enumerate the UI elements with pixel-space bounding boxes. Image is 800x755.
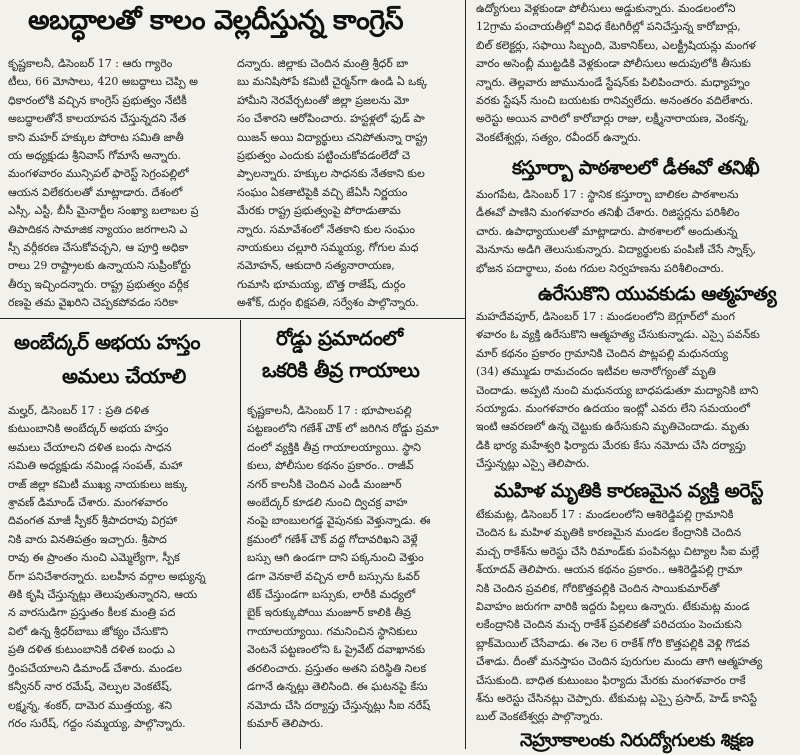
text-line: న్నారు. తెల్లవారు జామునుండే స్టేషన్‌కు పిలిపించారు. మధ్యాహ్నం	[476, 75, 750, 89]
text-line: ప్పాలన్నారు. హక్కుల సాధనకు నేతకాని కుల	[237, 167, 425, 181]
accident-headline-line2: ఒకరికి తీవ్ర గాయాలు	[262, 358, 420, 382]
text-line: చేస్తున్నట్లు ఎస్సై తెలిపారు.	[476, 457, 590, 471]
text-line: ళవారం ఓ వ్యక్తి ఉరేసుకొని ఆత్మహత్య చేసుకున్నాడు. ఎస్సై పవన్‌కు	[476, 328, 760, 342]
text-line: తిపాదికన సామాజిక న్యాయం జరగాలని ఎ	[8, 222, 188, 236]
ambedkar-headline-line1: అంబేద్కర్ అభయ హస్తం	[14, 330, 201, 354]
text-line: మంగపేట, డిసెంబర్ 17 : స్థానిక కస్తూర్బా బాలికల పాఠశాలను	[476, 188, 739, 201]
text-line: మేరకు రాష్ట్ర ప్రభుత్వంపై పోరాడుతామ	[237, 204, 401, 218]
text-line: ప్రభుత్వం ఎందుకు పట్టించుకోవడంలేదో చె	[237, 149, 411, 163]
text-line: శ్‌యాదవ్ తెలిపారు. ఆయన కథనం ప్రకారం.. ఆశిరెడ్డిపల్లి గ్రామా	[476, 563, 743, 577]
text-line: అమలు చేయాలని దళిత బంధు సాధన	[8, 440, 172, 454]
text-line: కుమార్ తెలిపారు.	[247, 716, 324, 730]
column-divider	[240, 320, 241, 749]
text-line: (34) తమ్ముడు రామచందం ఇటీవల అనారోగ్యంతో మృతి	[476, 365, 716, 379]
text-line: చెందిన ఓ మహిళ మృతికి కారణమైన మండల కేంద్రానికి చెందిన	[476, 526, 742, 540]
main-story-col1	[8, 55, 230, 317]
text-line: చేశాడు. దీంతో మనస్తాపం చెందిన పురుగుల మందు తాగి ఆత్మహత్య	[476, 655, 763, 669]
text-line: తికి కృషి చేస్తున్నట్లు తెలుపుతున్నారని, ఆయ	[8, 588, 198, 602]
arrest-story	[476, 506, 794, 728]
ambedkar-story	[8, 402, 234, 742]
text-line: కులు, పోలీసుల కథనం ప్రకారం.. రాజీవ్	[247, 459, 414, 473]
text-line: విలో ఉన్న శ్రీధర్‌బాబు జోక్యం చేసుకొని	[8, 624, 169, 638]
text-line: ర్తింపచేయాలని డిమాండ్ చేశారు. మండల	[8, 661, 182, 675]
text-line: బైక్ ఇరుక్కుపోయి మంజూర్ కాలికి తీవ్ర	[247, 606, 411, 620]
text-line: నమోదు చేసి దర్యాప్తు చేస్తున్నట్లు సీఐ నరేష్	[247, 698, 431, 712]
text-line: టేక్ చేస్తుండగా బస్సుకు, లారీకి మధ్యలో	[247, 588, 416, 602]
text-line: తీర్పు ఇచ్చిందన్నారు. రాష్ట్ర ప్రభుత్వం వర్గీక	[8, 277, 189, 291]
text-line: హామీని నెరవేర్చటంతో జిల్లా ప్రజలను మో	[237, 93, 410, 107]
text-line: సమితి అధ్యక్షుడు నమిండ్ల సంపత్, మహా	[8, 459, 183, 473]
text-line: రాలు 29 రాష్ట్రాలకు ఉన్నాయని సుప్రీంకోర్టు	[8, 259, 191, 273]
text-line: బు మనిషిసోపే కమిటీ చైర్మన్‌గా ఉండి ఏ ఒక్క	[237, 75, 428, 89]
text-line: సంఘం ఏకతాటిపైకి వచ్చి జేఏసీ నిర్ణయం	[237, 185, 408, 199]
text-line: అబద్ధాలతోనే కాలయాపన చేస్తున్నదని నేత	[8, 112, 187, 126]
text-line: వారం అసెంబ్లీ ముట్టడికి వెళ్లకుండా పోలీసులు అదుపులోకి తీసుకు	[476, 57, 751, 71]
section-divider	[0, 318, 465, 319]
text-line: మల్హర్, డిసెంబర్ 17 : ప్రతి దళిత	[8, 404, 150, 417]
text-line: వివాహం జరుగగా వారికి ఇద్దరు పిల్లలు ఉన్నారు. టేకుమట్ల మండ	[476, 600, 750, 614]
text-line: నగర్ కాలనీకి చెందిన ఎండీ మంజూర్	[247, 477, 402, 491]
text-line: దంలో వ్యక్తికి తీవ్ర గాయాలయ్యాయి. స్థాని	[247, 440, 421, 454]
text-line: వరకు స్టేషన్ నుంచి బయటకు రానివ్వలేదు. అనంతరం వదిలేశారు.	[476, 94, 754, 108]
text-line: ఇంటి ఆవరణలో ఉన్న చెట్టుకు ఉరేసుకుని మృతిచెందాడు. మృతు	[476, 420, 750, 434]
text-line: అశోక్, దుర్గం భిక్షపతి, సర్వేశం పాల్గొన్నారు.	[237, 296, 419, 310]
bottom-headline: నెహ్రూకాలంకు నిరుద్యోగులకు శిక్షణ	[520, 730, 754, 751]
text-line: పట్టణంలోని గణేశ్ చౌక్ లో జరిగిన రోడ్డు ప్రమా	[247, 422, 439, 436]
text-line: నికి వారు వినతిపత్రం ఇచ్చారు. శ్రీపాద	[8, 532, 167, 546]
text-line: డికి భార్య మహేశ్వరి ఫిర్యాదు మేరకు కేసు నమోదు చేసి దర్యాప్తు	[476, 438, 746, 452]
main-story-col2	[237, 55, 459, 317]
text-line: మచ్చ రాకేశ్‌ను అరెస్టు చేసి రిమాండ్‌కు పంపినట్లు చిట్యాల సీఐ మల్లే	[476, 544, 760, 558]
text-line: బుల్ వెంకటేశ్వర్లు పాల్గొన్నారు.	[476, 710, 604, 724]
kasturba-headline: కస్తూర్బా పాఠశాలలో డీఈవో తనిఖీ	[512, 157, 760, 179]
text-line: లకేంద్రానికి చెందిన మచ్చ రాకేశ్ ప్రవలికతో పరిచయం పెంచుకుని	[476, 618, 742, 632]
text-line: బిల్ కలెక్టర్లు, సఫాయి సిబ్బంది, మెకానిక్‌లు, ఎలక్ట్రీషియన్లు మంగళ	[476, 38, 756, 52]
text-line: చారు. ఉపాధ్యాయులతో మాట్లాడారు. పాఠశాలలో అందుతున్న	[476, 224, 738, 238]
accident-headline-line1: రోడ్డు ప్రమాదంలో	[276, 326, 403, 350]
column-divider	[465, 0, 466, 749]
text-line: డగానే ఉన్నట్లు తెలిసింది. ఈ ఘటనపై కేసు	[247, 680, 428, 694]
text-line: నంపై బాంబులగడ్డ వైపునకు వెళ్తున్నాడు. ఈ	[247, 514, 431, 528]
text-line: 12గ్రామ పంచాయతీల్లో వివిధ కేటగిరీల్లో పనిచేస్తున్న కారోబార్లు,	[476, 20, 741, 34]
text-line: దన్నారు. జిల్లాకు చెందిన మంత్రి శ్రీధర్ బా	[237, 57, 409, 70]
text-line: స్సీ వర్గీకరణ చేసుకోవచ్చని, ఆ పూర్తి అధికా	[8, 241, 189, 255]
text-line: క్రమంలో గణేశ్ చౌక్ వద్ద గోదావరిఖని వెళ్లే	[247, 532, 418, 546]
arrest-headline: మహిళ మృతికి కారణమైన వ్యక్తి అరెస్ట్	[494, 480, 763, 502]
text-line: రణపై తమ వైఖరిని చెప్పకపోవడం సరికా	[8, 296, 178, 310]
text-line: టేకుమట్ల, డిసెంబర్ 17 : మండలంలోని ఆశిరెడ్డిపల్లి గ్రామానికి	[476, 508, 734, 521]
text-line: అరెస్టు అయిన వారిలో కారోబార్లు రాజు, లక్ష్మీనారాయణ, వెంకన్న,	[476, 112, 750, 126]
text-line: కాని మహర్ హక్కుల పోరాట సమితి జాతీ	[8, 130, 184, 144]
text-line: రాజ్ జిల్లా కమిటీ ముఖ్య నాయకులు జక్కు	[8, 477, 188, 491]
text-line: లక్ష్మన్న, శంకర్, దామెర ముత్తయ్య, శని	[8, 698, 172, 712]
main-headline: అబద్ధాలతో కాలం వెల్లదీస్తున్న కాంగ్రెస్	[28, 5, 404, 36]
text-line: శ్‌ను అరెస్టు చేసినట్లు చెప్పారు. టేకుమట్ల ఎస్సై ప్రసాద్, హెడ్ కానిస్టే	[476, 692, 758, 706]
ambedkar-headline-line2: అమలు చేయాలి	[62, 364, 186, 388]
text-line: కృష్ణకాలనీ, డిసెంబర్ 17 : ఆరు గ్యారెం	[8, 57, 173, 70]
text-line: గరం సురేష్, గద్దం సమ్మయ్య, పాల్గొన్నారు.	[8, 716, 186, 730]
suicide-story	[476, 308, 794, 478]
text-line: డీఈవో పాణిని మంగళవారం తనిఖీ చేశారు. రిజిస్టర్లను పరిశీలిం	[476, 206, 740, 220]
text-line: కన్వీనర్ నార రమేష్, వెల్పుల వెంకటేష్,	[8, 680, 173, 694]
text-line: నికి చెందిన ప్రవలిక, గోరికొత్తపల్లికి చెందిన సాయికుమార్‌తో	[476, 581, 720, 595]
text-line: మార్ కథనం ప్రకారం గ్రామానికి చెందిన పొట్లపల్లి మధునయ్య	[476, 346, 729, 360]
text-line: గుమాసి భూమయ్య, బొత్త రాజేష్, దుర్గం	[237, 277, 406, 291]
text-line: బ్లాక్‌మెయిల్ చేసేవాడు. ఈ నెల 6 రాకేశ్ గోరి కొత్తపల్లికి వెళ్లి గొడవ	[476, 636, 750, 650]
text-line: నాయకులు చల్లూరి సమ్మయ్య, గోగుల మధ	[237, 241, 419, 255]
text-line: నమోహన్, ఆకుదారి సత్యనారాయణ,	[237, 259, 395, 273]
text-line: భోజన పదార్థాలు, వంట గదుల నిర్వహణను పరిశీలించారు.	[476, 261, 724, 275]
text-line: అంబేద్కర్ కూడలి నుంచి ద్విచక్ర వాహ	[247, 496, 408, 510]
text-line: మహదేవపూర్, డిసెంబర్ 17 : మండలంలోని బెగ్లూర్‌లో మంగ	[476, 310, 735, 323]
text-line: మంగళవారం మున్సిపల్ ఫారెస్ట్ సెగ్రంపల్లిలో	[8, 167, 189, 181]
text-line: న వారసుడిగా ప్రస్తుతం కీలక మంత్రి పద	[8, 606, 176, 620]
text-line: వెంటనే పట్టణంలోని ఓ ప్రైవేట్ దవాఖానకు	[247, 643, 426, 657]
text-line: గాయాలయ్యాయి. గమనించిన స్థానికులు	[247, 624, 418, 638]
suicide-headline: ఉరేసుకొని యువకుడు ఆత్మహత్య	[538, 283, 777, 305]
text-line: ఆయన విలేకరులతో మాట్లాడారు. దేశంలో	[8, 185, 183, 199]
text-line: శ్రావణ్ డిమాండ్ చేశారు. మంగళవారం	[8, 496, 168, 510]
text-line: కృష్ణకాలనీ, డిసెంబర్ 17 : భూపాలపల్లి	[247, 404, 412, 417]
text-line: య అధ్యక్షుడు శ్రీనివాస్ గోమాసే అన్నారు.	[8, 149, 182, 163]
text-line: యిజన్ అయి విద్యార్థులు చనిపోతున్నా రాష్ట్ర	[237, 130, 428, 144]
text-line: సం చేశారని ఆరోపించారు. హస్టళ్లలో ఫుడ్ పా	[237, 112, 425, 126]
text-line: సయ్యాడు. మంగళవారం ఉదయం ఇంట్లో ఎవరు లేని సమయంలో	[476, 402, 750, 416]
text-line: టీలు, 66 మోసాలు, 420 అబద్ధాలు చెప్పి అ	[8, 75, 198, 89]
text-line: కుటుంబానికి అంబేద్కర్ అభయ హస్తం	[8, 422, 169, 436]
right-top-story	[476, 0, 794, 152]
text-line: డగా వెనకాలే వచ్చిన లారీ బస్సును ఓవర్	[247, 569, 420, 583]
text-line: చెందాడు. అప్పటి నుంచి మధునయ్య బాధపడుతూ మద్యానికి బాని	[476, 383, 759, 397]
text-line: ఎస్సీ, ఎస్టీ, బీసీ మైనార్టీల సంఖ్యా బలాబల ప్ర	[8, 204, 199, 218]
text-line: బస్సు ఆగి ఉండగా దాని పక్కనుంచి వెళ్తుం	[247, 551, 424, 565]
text-line: ఉద్యోగులు వెళ్లకుండా పోలీసులు అడ్డుకున్నారు. మండలంలోని	[476, 2, 736, 15]
kasturba-story	[476, 186, 794, 280]
text-line: ర్‌గా పనిచేశారన్నారు. బలహీన వర్గాల అభ్యున్న	[8, 569, 206, 583]
text-line: న్నారు. సమావేశంలో నేతకాని కుల సంఘం	[237, 222, 415, 236]
text-line: ప్రతి దళిత కుటుంబానికి దళిత బంధు ఎ	[8, 643, 175, 657]
text-line: మెనూను అడిగి తెలుసుకున్నారు. విద్యార్థులకు పంపిణీ చేసే స్నాక్స్,	[476, 243, 757, 257]
text-line: వెంకటేశ్వర్లు, సత్యం, రవీందర్ ఉన్నారు.	[476, 130, 642, 144]
text-line: దివంగత మాజీ స్పీకర్ శ్రీపాదరావు విగ్రహా	[8, 514, 177, 528]
text-line: రావు ఈ ప్రాంతం నుంచి ఎమ్మెల్యేగా, స్పీక	[8, 551, 180, 565]
text-line: ధికారంలోకి వచ్చిన కాంగ్రెస్ ప్రభుత్వం నేటికీ	[8, 93, 187, 107]
text-line: చేసుకుంది. బాధిత కుటుంబం ఫిర్యాదు మేరకు మంగళవారం రాకే	[476, 673, 746, 687]
accident-story	[247, 402, 461, 742]
text-line: తరలించారు. ప్రస్తుతం అతని పరిస్థితి నిలక	[247, 661, 427, 675]
